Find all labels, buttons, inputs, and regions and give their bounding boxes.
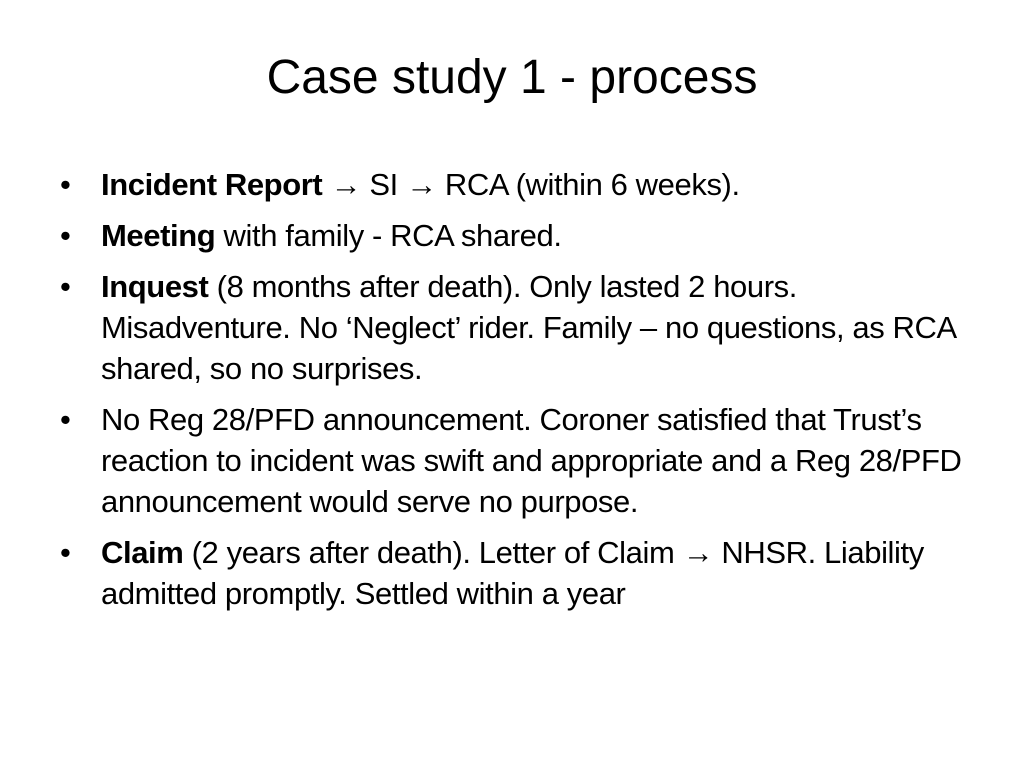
bullet-item <box>60 266 980 389</box>
bullet-item <box>60 399 980 522</box>
bullet-text: (2 years after death). Letter of Claim → NHSR. Liability admitted promptly. Settled within a year <box>101 535 924 611</box>
bullet-item <box>60 215 980 256</box>
bullet-list <box>60 164 980 624</box>
bullet-text: → SI → RCA (within 6 weeks). <box>322 167 740 202</box>
bullet-icon: • <box>60 269 71 304</box>
bullet-text: with family - RCA shared. <box>215 218 562 253</box>
bullet-lead: Claim <box>101 535 184 570</box>
bullet-lead: Meeting <box>101 218 216 253</box>
bullet-item <box>60 164 980 205</box>
bullet-text: (8 months after death). Only lasted 2 hours. Misadventure. No ‘Neglect’ rider. Family – no questions, as RCA shared, so no surprises. <box>101 269 956 386</box>
bullet-icon: • <box>60 402 71 437</box>
bullet-icon: • <box>60 167 71 202</box>
bullet-text: No Reg 28/PFD announcement. Coroner satisfied that Trust’s reaction to incident was swift and appropriate and a Reg 28/PFD announcement would serve no purpose. <box>101 402 962 519</box>
bullet-lead: Inquest <box>101 269 209 304</box>
bullet-icon: • <box>60 218 71 253</box>
bullet-icon: • <box>60 535 71 570</box>
slide-title: Case study 1 - process <box>266 51 758 104</box>
bullet-item <box>60 532 980 614</box>
bullet-lead: Incident Report <box>101 167 323 202</box>
